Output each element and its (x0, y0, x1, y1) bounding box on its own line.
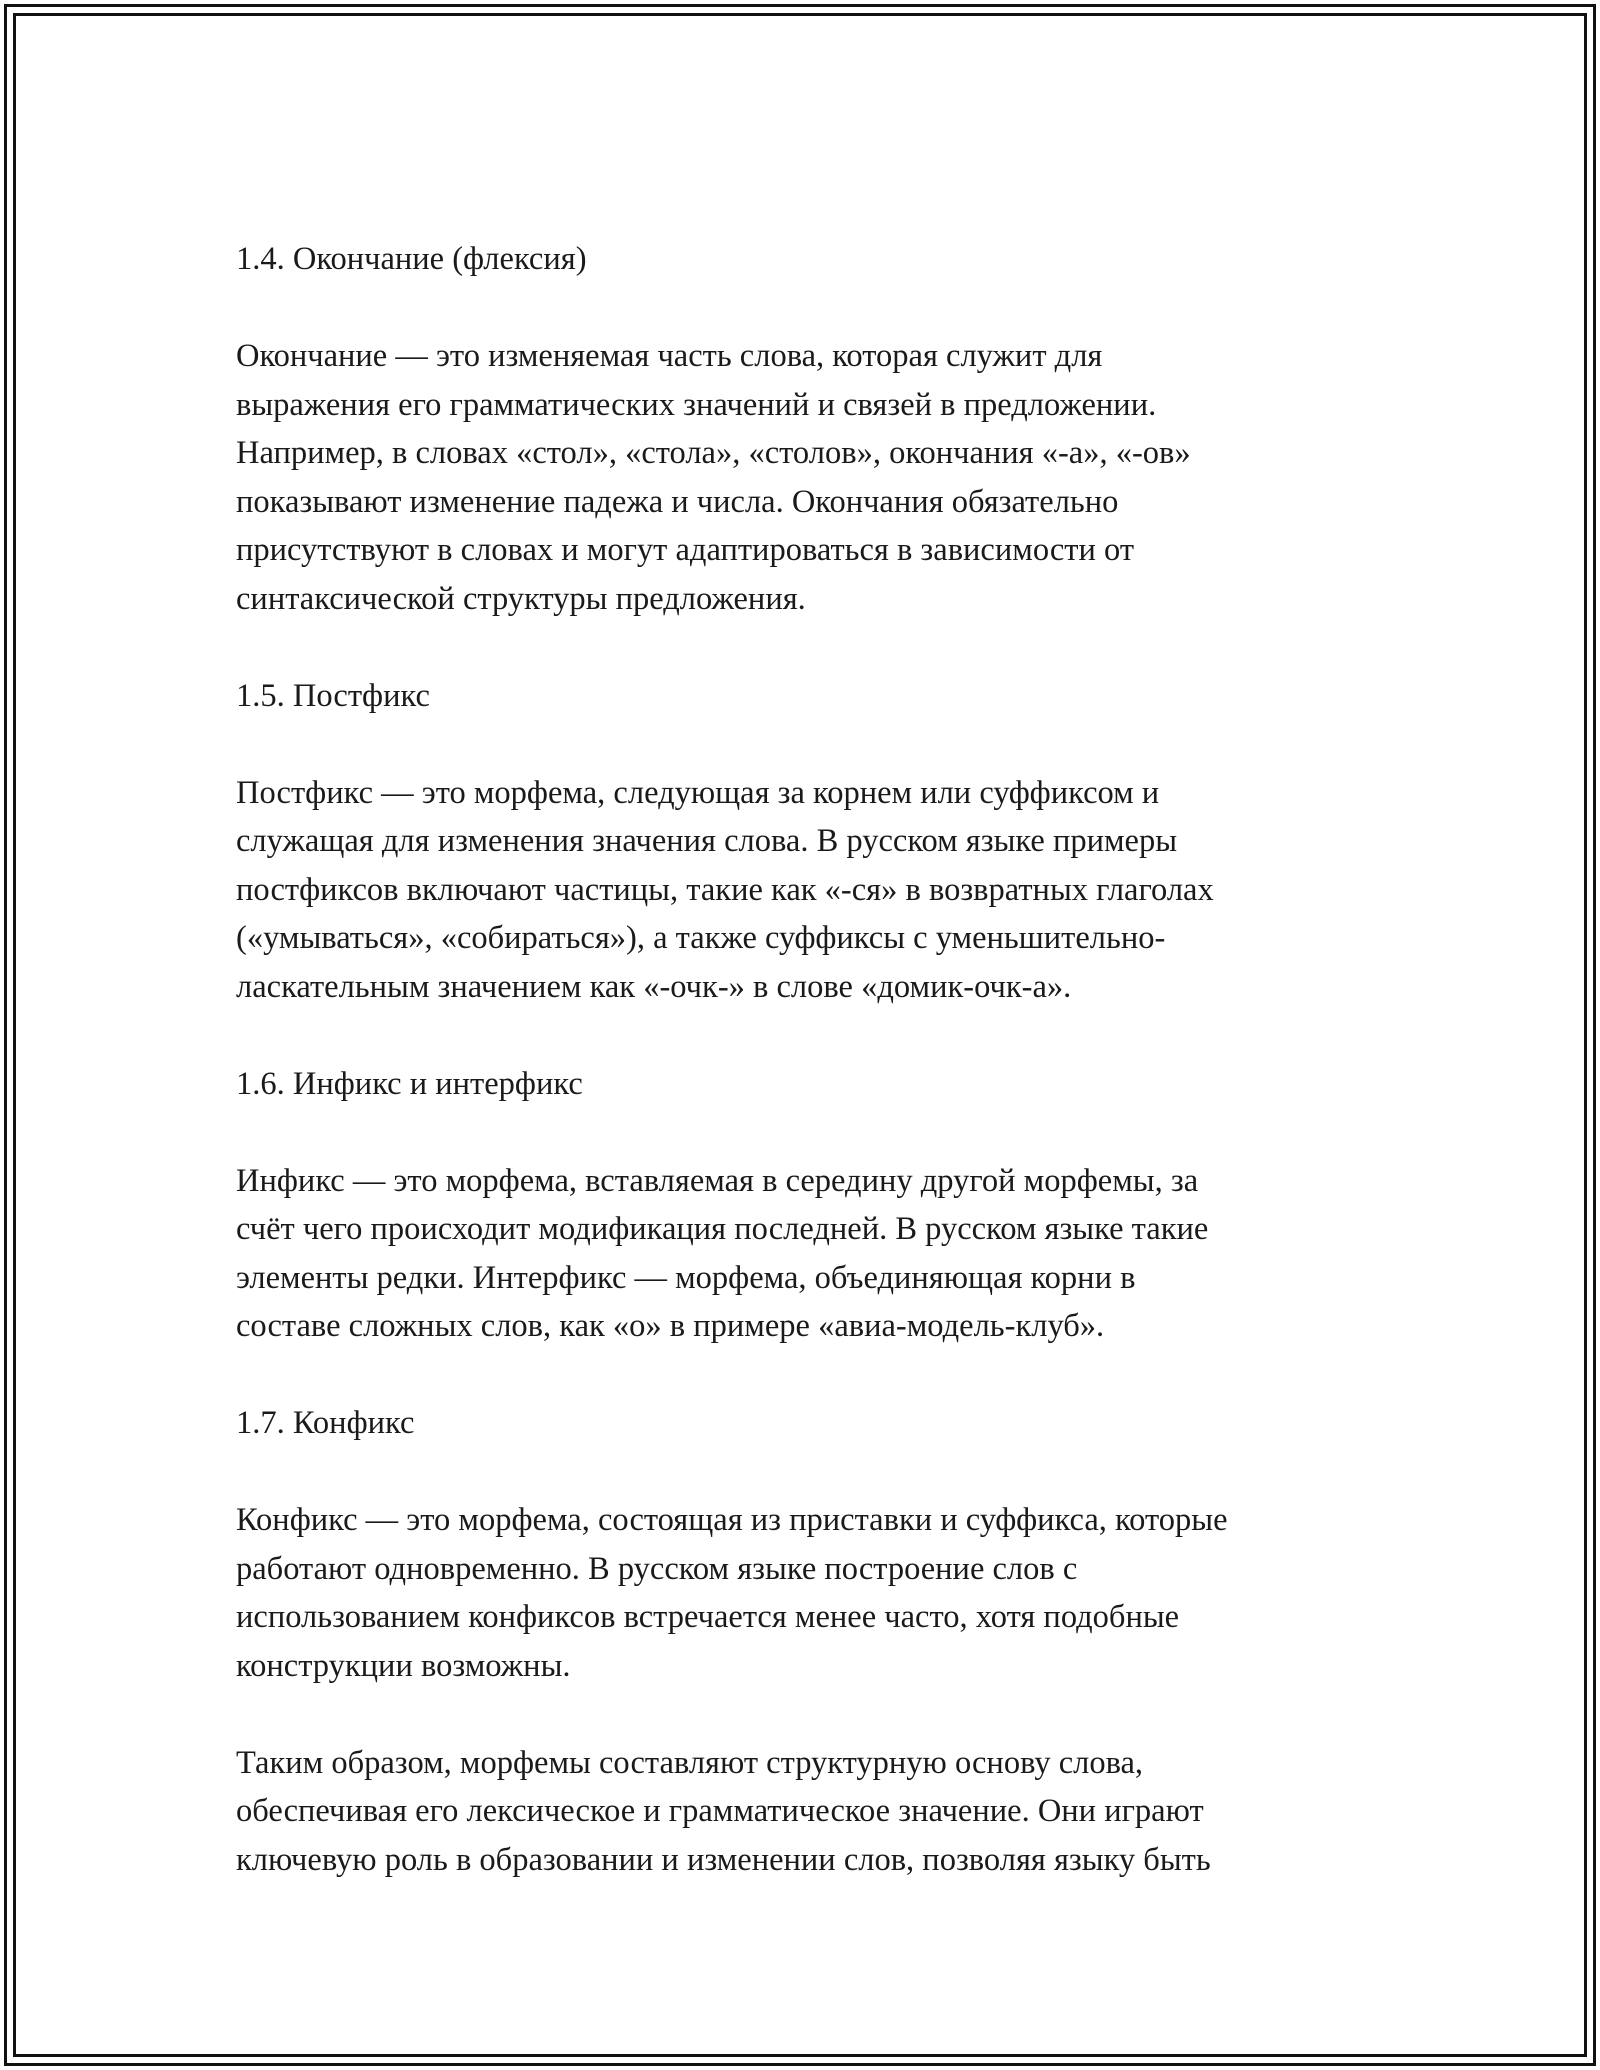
document-body (236, 235, 1386, 1933)
conclusion-paragraph: Таким образом, морфемы составляют структурную основу слова, обеспечивая его лексическое и грамматическое значение. Они играют ключевую роль в образовании и изменении слов, позволяя языку быть (236, 1744, 1211, 1878)
section-1-5-paragraph: Постфикс — это морфема, следующая за корнем или суффиксом и служащая для изменения значения слова. В русском языке примеры постфиксов включают частицы, такие как «-ся» в возвратных глаголах («умываться», «собираться»), а также суффиксы с уменьшительно- ласкательным значением как «-очк-» в слове «домик-очк-а». (236, 774, 1214, 1005)
section-1-6-heading: 1.6. Инфикс и интерфикс (236, 1065, 583, 1102)
section-1-7-heading: 1.7. Конфикс (236, 1405, 415, 1441)
section-1-7-paragraph: Конфикс — это морфема, состоящая из приставки и суффикса, которые работают одновременно. В русском языке построение слов с использованием конфиксов встречается менее часто, хотя подобные конструкции возможны. (236, 1502, 1228, 1684)
section-1-4-heading: 1.4. Окончание (флексия) (236, 241, 587, 277)
section-1-6-paragraph: Инфикс — это морфема, вставляемая в середину другой морфемы, за счёт чего происходит модификация последней. В русском языке такие элементы редки. Интерфикс — морфема, объединяющая корни в составе сложных слов, как «о» в примере «авиа-модель-клуб». (236, 1162, 1209, 1344)
section-1-4-paragraph: Окончание — это изменяемая часть слова, которая служит для выражения его грамматических значений и связей в предложении. Например, в словах «стол», «стола», «столов», окончания «-а», «-ов» показывают изменение падежа и числа. Окончания обязательно присутствуют в словах и могут адаптироваться в зависимости от синтаксической структуры предложения. (236, 338, 1191, 617)
section-1-5-heading: 1.5. Постфикс (236, 677, 430, 714)
